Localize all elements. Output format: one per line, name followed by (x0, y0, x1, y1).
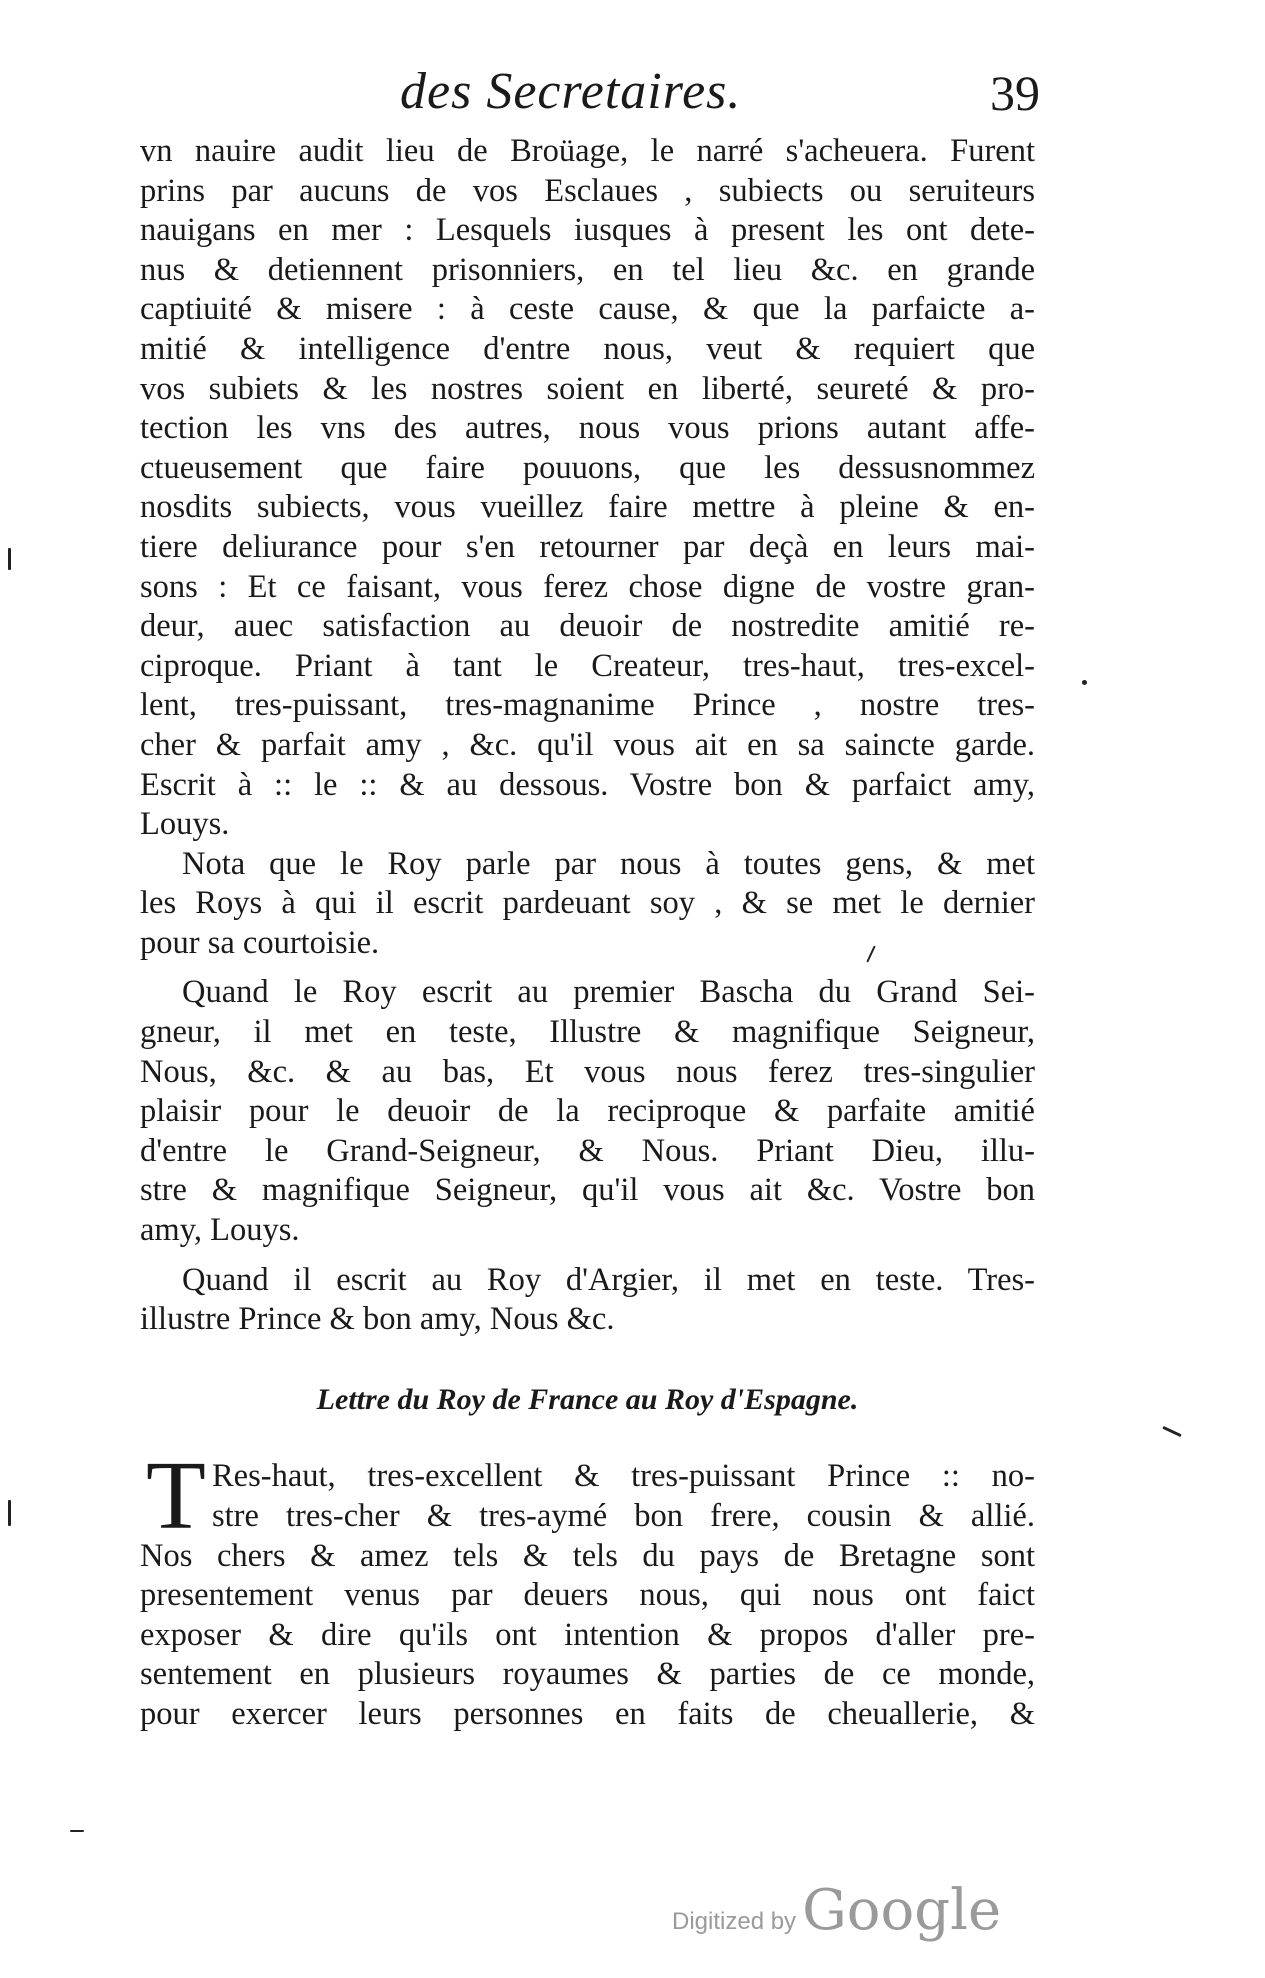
text-line: tiere deliurance pour s'en retourner par deçà en leurs mai- (140, 528, 1035, 565)
text-line: Louys. (140, 806, 230, 843)
page-number: 39 (990, 65, 1040, 121)
letter-line: Res-haut, tres-excellent & tres-puissant Prince :: no- (212, 1458, 1035, 1495)
text-line: prins par aucuns de vos Esclaues , subiects ou seruiteurs (140, 172, 1035, 209)
nota-line: les Roys à qui il escrit pardeuant soy , & se met le dernier (140, 885, 1035, 922)
bascha-line: Quand le Roy escrit au premier Bascha du Grand Sei- (182, 974, 1035, 1011)
text-line: captiuité & misere : à ceste cause, & que la parfaicte a- (140, 291, 1035, 328)
letter-line: exposer & dire qu'ils ont intention & propos d'aller pre- (140, 1616, 1035, 1653)
bascha-line: amy, Louys. (140, 1212, 300, 1249)
argier-line: illustre Prince & bon amy, Nous &c. (140, 1301, 615, 1338)
argier-line: Quand il escrit au Roy d'Argier, il met en teste. Tres- (182, 1261, 1035, 1298)
running-title: des Secretaires. (400, 63, 742, 120)
digitized-label: Digitized by (672, 1908, 797, 1935)
nota-line: pour sa courtoisie. (140, 924, 380, 961)
paragraph-gap (140, 963, 1035, 973)
letter-line: sentement en plusieurs royaumes & parties de ce monde, (140, 1656, 1035, 1693)
text-line: cher & parfait amy , &c. qu'il vous ait en sa saincte garde. (140, 726, 1035, 763)
text-line: tection les vns des autres, nous vous prions autant affe- (140, 410, 1035, 447)
letter-line: pour exercer leurs personnes en faits de cheuallerie, & (140, 1695, 1035, 1732)
bascha-line: plaisir pour le deuoir de la reciproque & parfaite amitié (140, 1093, 1035, 1130)
letter-line: stre tres-cher & tres-aymé bon frere, cousin & allié. (212, 1498, 1035, 1534)
text-line: ctueusement que faire pouuons, que les dessusnommez (140, 449, 1035, 486)
text-line: nus & detiennent prisonniers, en tel lieu &c. en grande (140, 251, 1035, 288)
letter-heading: Lettre du Roy de France au Roy d'Espagne. (316, 1382, 859, 1416)
letter-line: Nos chers & amez tels & tels du pays de Bretagne sont (140, 1537, 1035, 1574)
scan-speck (8, 1500, 11, 1526)
text-line: vos subiets & les nostres soient en liberté, seureté & pro- (140, 370, 1035, 407)
text-line: mitié & intelligence d'entre nous, veut & requiert que (140, 330, 1035, 367)
text-line: Escrit à :: le :: & au dessous. Vostre bon & parfaict amy, (140, 766, 1035, 803)
letter-body (140, 1442, 1035, 1734)
google-logo: Google (802, 1878, 1002, 1943)
scan-speck (8, 548, 11, 570)
scan-speck (1162, 1426, 1181, 1437)
bascha-line: stre & magnifique Seigneur, qu'il vous ait &c. Vostre bon (140, 1172, 1035, 1209)
paragraph-gap (140, 1251, 1035, 1261)
scan-speck (1082, 680, 1087, 685)
scan-speck (70, 1830, 84, 1832)
bascha-line: Nous, &c. & au bas, Et vous nous ferez tres-singulier (140, 1053, 1035, 1090)
text-line: nosdits subiects, vous vueillez faire mettre à pleine & en- (140, 489, 1035, 526)
text-line: sons : Et ce faisant, vous ferez chose digne de vostre gran- (140, 568, 1035, 605)
body-text (140, 132, 1035, 1735)
bascha-line: d'entre le Grand-Seigneur, & Nous. Priant Dieu, illu- (140, 1132, 1035, 1169)
bascha-line: gneur, il met en teste, Illustre & magnifique Seigneur, (140, 1014, 1035, 1051)
nota-line: Nota que le Roy parle par nous à toutes gens, & met (182, 845, 1035, 882)
text-line: deur, auec satisfaction au deuoir de nostredite amitié re- (140, 608, 1035, 645)
drop-cap: T (146, 1442, 206, 1551)
text-line: ciproque. Priant à tant le Createur, tres-haut, tres-excel- (140, 647, 1035, 684)
text-line: nauigans en mer : Lesquels iusques à present les ont dete- (140, 212, 1035, 249)
text-line: lent, tres-puissant, tres-magnanime Prince , nostre tres- (140, 687, 1035, 724)
digitized-watermark (672, 1878, 1001, 1943)
page-header (140, 62, 1040, 132)
text-line: vn nauire audit lieu de Broüage, le narré s'acheuera. Furent (140, 133, 1035, 169)
letter-line: presentement venus par deuers nous, qui nous ont faict (140, 1577, 1035, 1614)
